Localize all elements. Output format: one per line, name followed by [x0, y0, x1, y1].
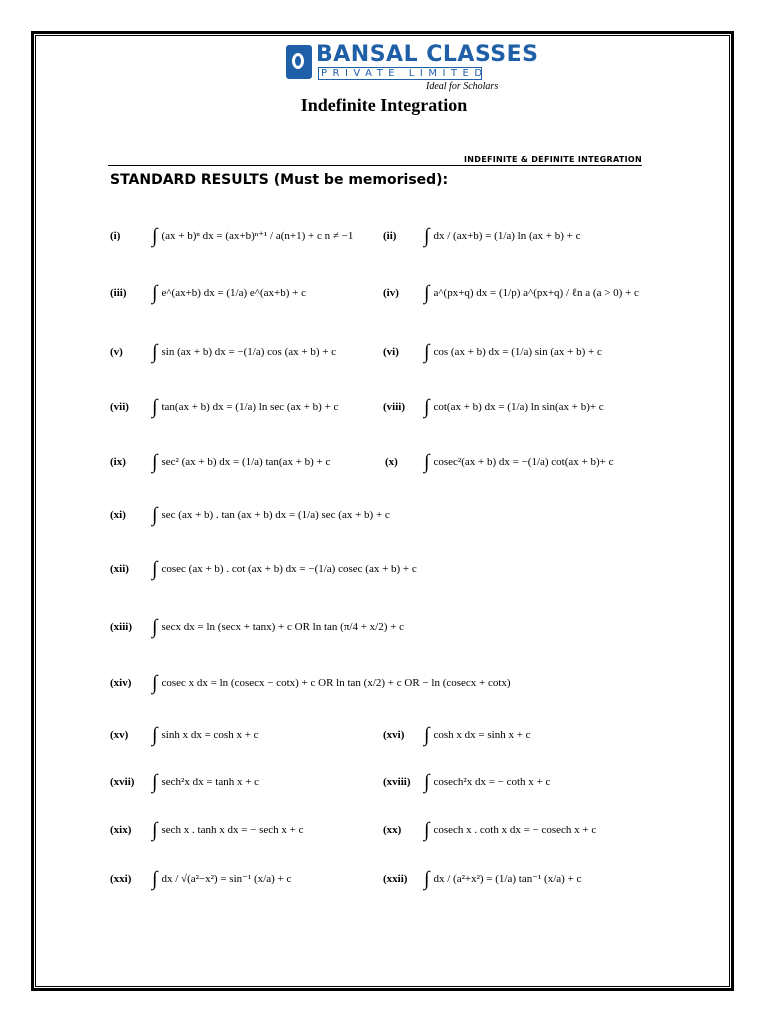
topic-header: INDEFINITE & DEFINITE INTEGRATION — [463, 155, 642, 164]
formula-label: (xxi) — [110, 873, 132, 885]
integral-sign-icon: ∫ — [424, 771, 430, 793]
formula-label: (vii) — [110, 401, 129, 413]
formula-text: (ax + b)ⁿ dx = (ax+b)ⁿ⁺¹ / a(n+1) + c n ≠ −1 — [161, 229, 354, 242]
formula-text: secx dx = ln (secx + tanx) + c OR ln tan (π/4 + x/2) + c — [161, 620, 404, 633]
formula-row — [152, 723, 259, 747]
formula-row — [152, 615, 404, 639]
integral-sign-icon: ∫ — [424, 225, 430, 247]
integral-sign-icon: ∫ — [152, 225, 158, 247]
integral-sign-icon: ∫ — [424, 819, 430, 841]
integral-sign-icon: ∫ — [152, 341, 158, 363]
integral-sign-icon: ∫ — [152, 451, 158, 473]
integral-sign-icon: ∫ — [152, 868, 158, 890]
formula-label: (xi) — [110, 509, 126, 521]
formula-text: dx / √(a²−x²) = sin⁻¹ (x/a) + c — [161, 872, 292, 885]
formula-row — [424, 818, 596, 842]
formula-row — [152, 671, 511, 695]
integral-sign-icon: ∫ — [152, 504, 158, 526]
integral-sign-icon: ∫ — [424, 396, 430, 418]
formula-label: (ix) — [110, 456, 126, 468]
formula-label: (xxii) — [383, 873, 408, 885]
integral-sign-icon: ∫ — [152, 616, 158, 638]
page-title: Indefinite Integration — [300, 95, 468, 115]
formula-label: (v) — [110, 346, 123, 358]
formula-label: (xvi) — [383, 729, 405, 741]
formula-row — [424, 340, 602, 364]
formula-text: cosec²(ax + b) dx = −(1/a) cot(ax + b)+ c — [433, 455, 614, 468]
formula-label: (i) — [110, 230, 121, 242]
formula-label: (xix) — [110, 824, 132, 836]
formula-label: (xiii) — [110, 621, 132, 633]
formula-text: sin (ax + b) dx = −(1/a) cos (ax + b) + c — [161, 345, 337, 358]
formula-row — [424, 723, 531, 747]
formula-row — [424, 224, 580, 248]
formula-row — [152, 818, 304, 842]
formula-text: cosech²x dx = − coth x + c — [433, 775, 551, 788]
brand-tagline: Ideal for Scholars — [426, 81, 499, 92]
integral-sign-icon: ∫ — [424, 868, 430, 890]
integral-sign-icon: ∫ — [424, 451, 430, 473]
formula-text: cosec (ax + b) . cot (ax + b) dx = −(1/a) cosec (ax + b) + c — [161, 562, 417, 575]
formula-row — [424, 770, 550, 794]
formula-row — [424, 281, 639, 305]
formula-label: (xv) — [110, 729, 129, 741]
formula-row — [152, 770, 259, 794]
formula-row — [424, 867, 581, 891]
formula-row — [152, 340, 336, 364]
formula-row — [152, 450, 330, 474]
formula-row — [424, 450, 613, 474]
integral-sign-icon: ∫ — [424, 341, 430, 363]
brand-subtitle: PRIVATE LIMITED — [318, 67, 482, 80]
formula-label: (vi) — [383, 346, 399, 358]
formula-text: e^(ax+b) dx = (1/a) e^(ax+b) + c — [161, 286, 306, 299]
integral-sign-icon: ∫ — [424, 724, 430, 746]
integral-sign-icon: ∫ — [152, 282, 158, 304]
formula-label: (iii) — [110, 287, 127, 299]
formula-label: (x) — [385, 456, 398, 468]
section-title: STANDARD RESULTS (Must be memorised): — [110, 172, 449, 188]
formula-label: (xx) — [383, 824, 402, 836]
formula-text: tan(ax + b) dx = (1/a) ln sec (ax + b) + c — [161, 400, 339, 413]
formula-label: (xii) — [110, 563, 129, 575]
integral-sign-icon: ∫ — [152, 558, 158, 580]
formula-label: (iv) — [383, 287, 399, 299]
integral-sign-icon: ∫ — [424, 282, 430, 304]
formula-text: cot(ax + b) dx = (1/a) ln sin(ax + b)+ c — [433, 400, 604, 413]
brand-name: BANSAL CLASSES — [316, 42, 539, 67]
formula-text: sinh x dx = cosh x + c — [161, 728, 259, 741]
integral-sign-icon: ∫ — [152, 819, 158, 841]
formula-text: dx / (a²+x²) = (1/a) tan⁻¹ (x/a) + c — [433, 872, 582, 885]
integral-sign-icon: ∫ — [152, 396, 158, 418]
formula-text: sec² (ax + b) dx = (1/a) tan(ax + b) + c — [161, 455, 331, 468]
formula-row — [152, 867, 291, 891]
formula-text: dx / (ax+b) = (1/a) ln (ax + b) + c — [433, 229, 581, 242]
formula-row — [152, 557, 417, 581]
bansal-logo — [286, 42, 539, 94]
formula-row — [152, 281, 306, 305]
formula-text: sech²x dx = tanh x + c — [161, 775, 260, 788]
formula-text: sec (ax + b) . tan (ax + b) dx = (1/a) sec (ax + b) + c — [161, 508, 390, 521]
formula-row — [152, 503, 390, 527]
formula-text: cos (ax + b) dx = (1/a) sin (ax + b) + c — [433, 345, 602, 358]
formula-text: cosec x dx = ln (cosecx − cotx) + c OR ln tan (x/2) + c OR − ln (cosecx + cotx) — [161, 676, 511, 689]
integral-sign-icon: ∫ — [152, 771, 158, 793]
integral-sign-icon: ∫ — [152, 672, 158, 694]
formula-text: a^(px+q) dx = (1/p) a^(px+q) / ℓn a (a > 0) + c — [433, 286, 639, 299]
formula-label: (xvii) — [110, 776, 135, 788]
header-rule — [108, 165, 642, 166]
formula-label: (xiv) — [110, 677, 132, 689]
formula-label: (viii) — [383, 401, 405, 413]
formula-row — [152, 224, 353, 248]
formula-label: (ii) — [383, 230, 397, 242]
formula-label: (xviii) — [383, 776, 411, 788]
formula-text: cosh x dx = sinh x + c — [433, 728, 531, 741]
formula-text: sech x . tanh x dx = − sech x + c — [161, 823, 304, 836]
formula-row — [152, 395, 338, 419]
formula-row — [424, 395, 604, 419]
integral-sign-icon: ∫ — [152, 724, 158, 746]
logo-emblem-icon — [286, 45, 312, 79]
formula-text: cosech x . coth x dx = − cosech x + c — [433, 823, 597, 836]
